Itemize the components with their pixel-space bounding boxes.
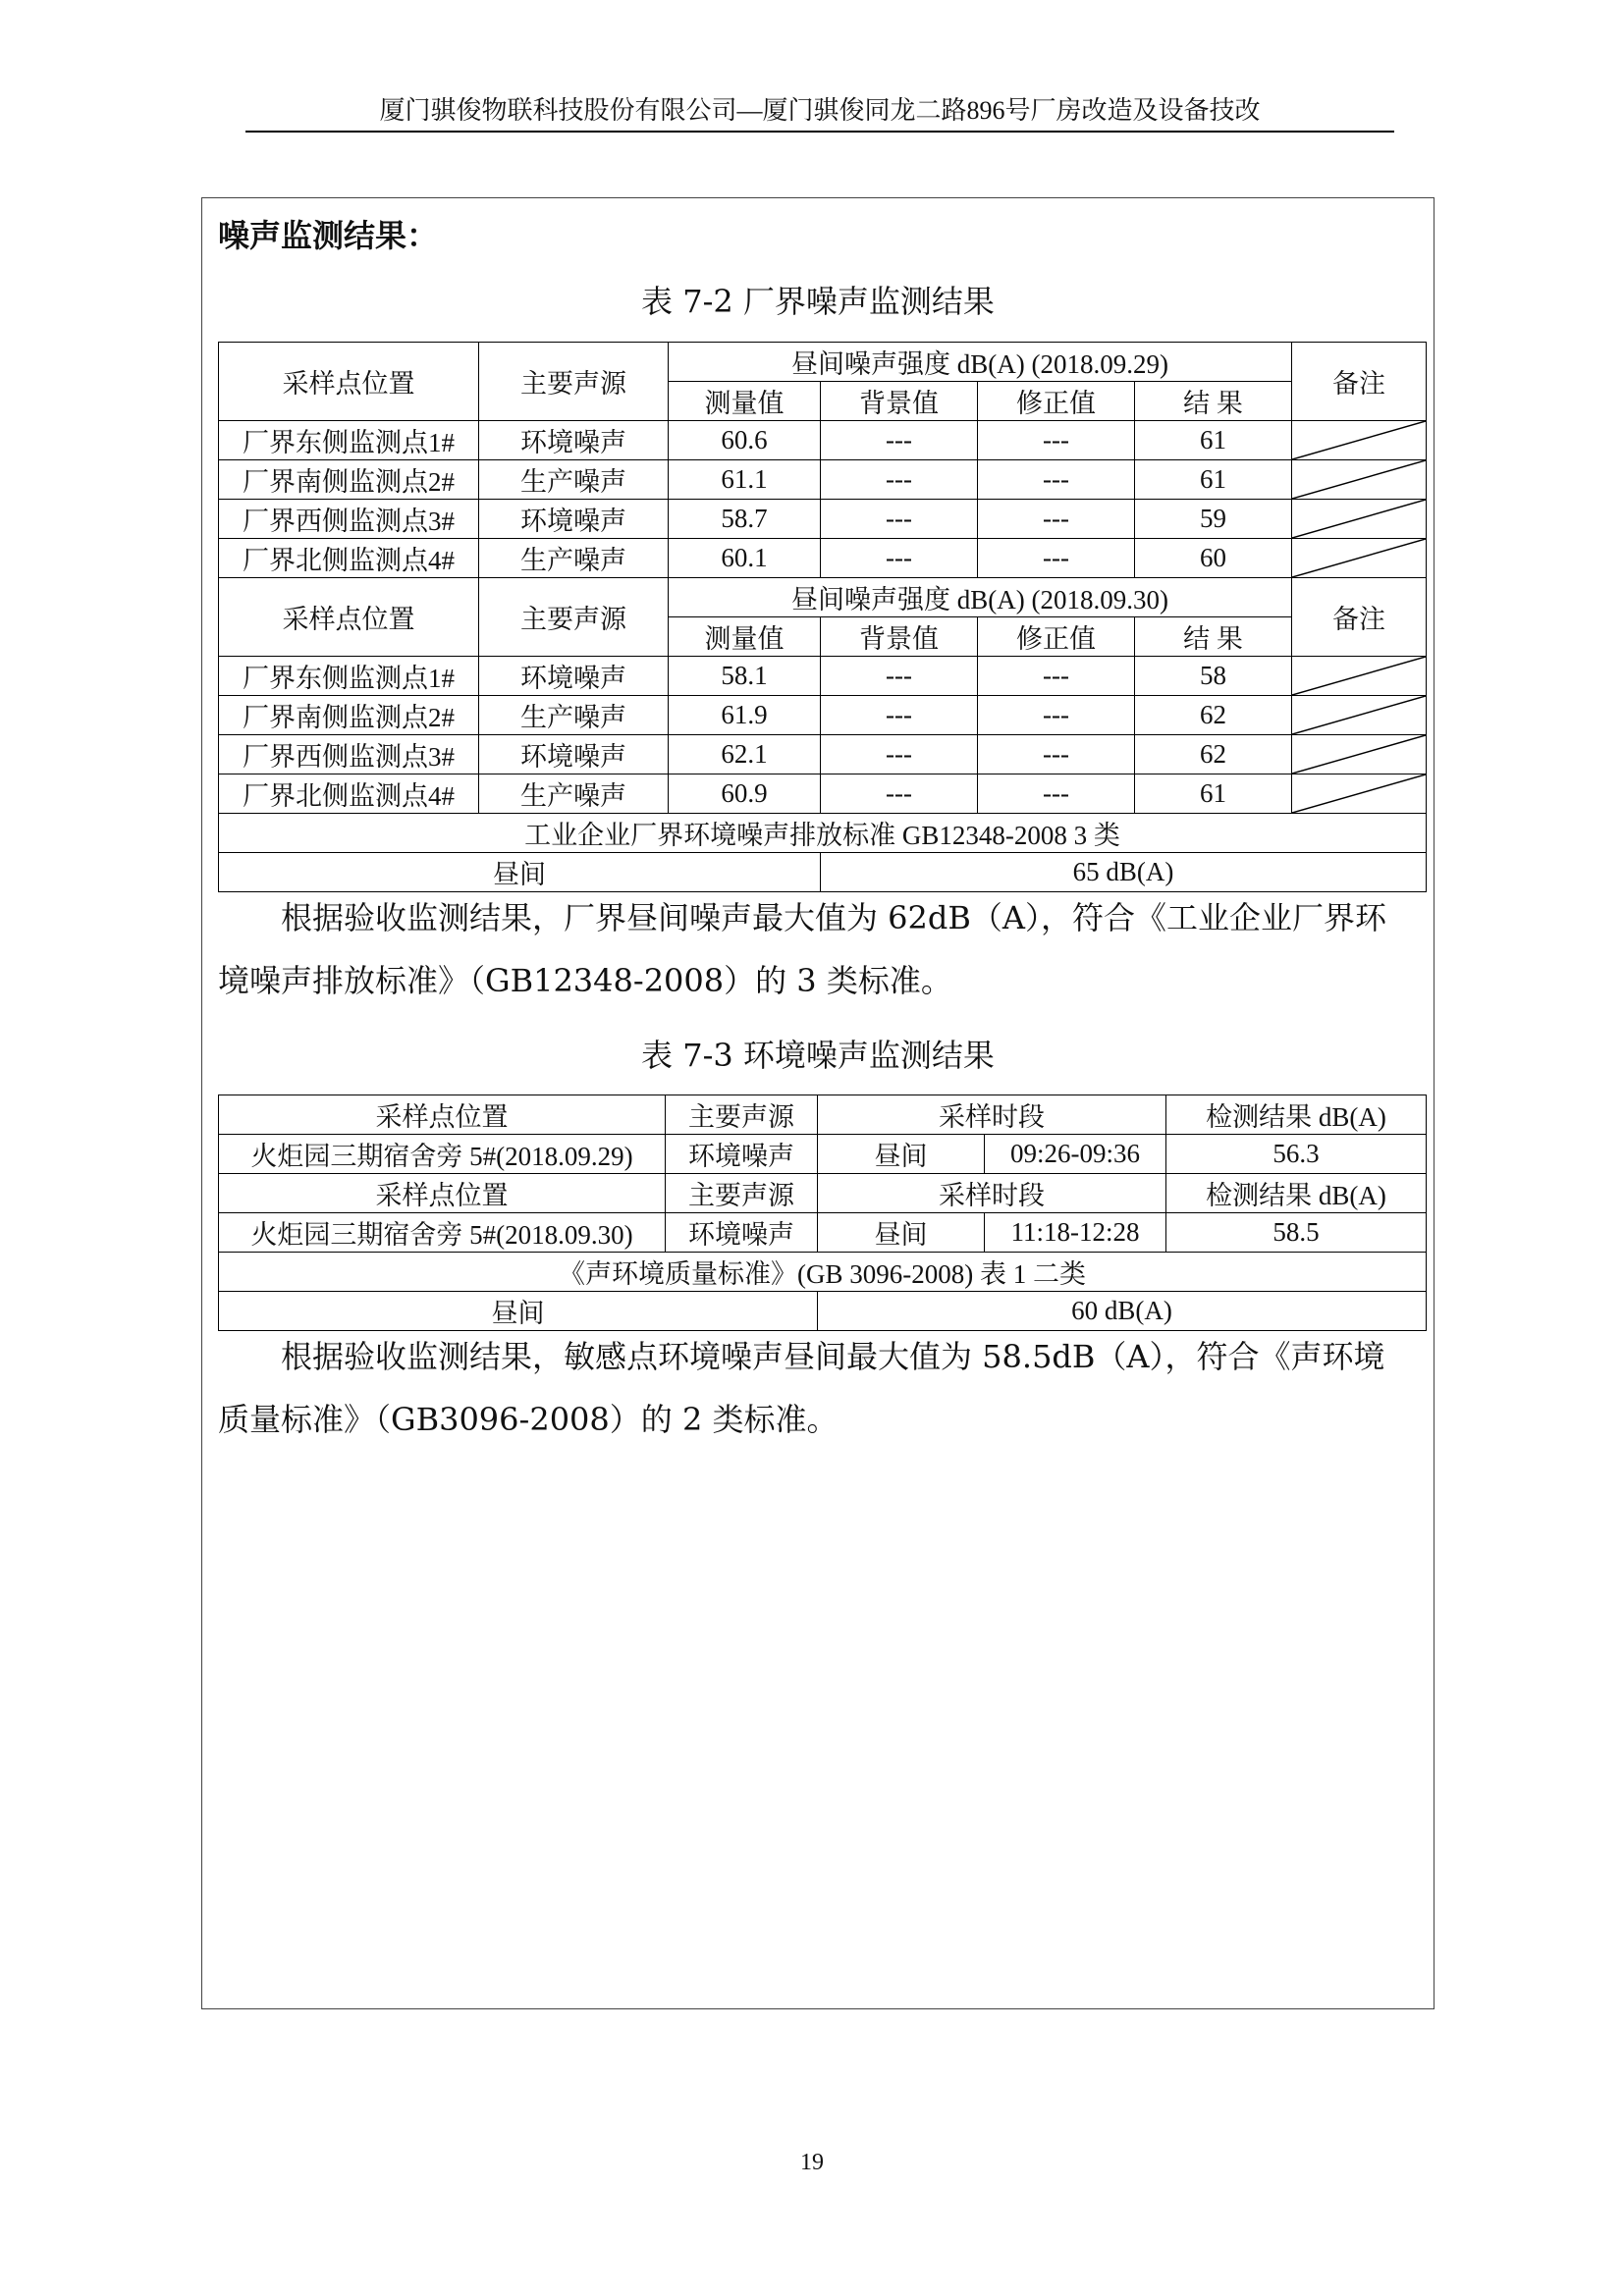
cell-source: 环境噪声: [479, 657, 669, 696]
standard-row: 工业企业厂界环境噪声排放标准 GB12348-2008 3 类: [219, 814, 1427, 853]
cell-source: 环境噪声: [479, 735, 669, 774]
header-period: 采样时段: [818, 1095, 1166, 1135]
cell-remark-empty: [1292, 421, 1427, 460]
table-row: [219, 421, 1427, 460]
cell-time: 11:18-12:28: [985, 1213, 1166, 1253]
cell-remark-empty: [1292, 735, 1427, 774]
cell-measured: 60.1: [669, 539, 821, 578]
cell-remark-empty: [1292, 696, 1427, 735]
paragraph-boundary-conclusion: [218, 886, 1421, 1012]
cell-source: 环境噪声: [666, 1213, 818, 1253]
header-location: 采样点位置: [219, 343, 479, 421]
paragraph-line: 根据验收监测结果，厂界昼间噪声最大值为 62dB（A），符合《工业企业厂界环: [281, 899, 1387, 936]
cell-background: ---: [821, 735, 978, 774]
page-number: 19: [800, 2150, 824, 2175]
limit-period: 昼间: [219, 853, 821, 892]
paragraph-line: 质量标准》（GB3096-2008）的 2 类标准。: [218, 1401, 839, 1438]
cell-background: ---: [821, 421, 978, 460]
header-measured: 测量值: [669, 382, 821, 421]
cell-result: 61: [1135, 421, 1292, 460]
header-background: 背景值: [821, 382, 978, 421]
limit-value: 65 dB(A): [821, 853, 1427, 892]
cell-corrected: ---: [978, 539, 1135, 578]
cell-result: 61: [1135, 774, 1292, 814]
boundary-noise-table: [218, 342, 1427, 892]
cell-result: 58: [1135, 657, 1292, 696]
cell-source: 环境噪声: [666, 1135, 818, 1174]
table1-caption: 表 7-2 厂界噪声监测结果: [641, 283, 995, 320]
cell-remark-empty: [1292, 657, 1427, 696]
table-row: [219, 735, 1427, 774]
header-remark: 备注: [1292, 343, 1427, 421]
header-result: 结 果: [1135, 617, 1292, 657]
cell-background: ---: [821, 774, 978, 814]
cell-measured: 58.7: [669, 500, 821, 539]
cell-corrected: ---: [978, 657, 1135, 696]
header-result: 结 果: [1135, 382, 1292, 421]
cell-measured: 61.1: [669, 460, 821, 500]
cell-result: 59: [1135, 500, 1292, 539]
cell-corrected: ---: [978, 500, 1135, 539]
cell-corrected: ---: [978, 421, 1135, 460]
table-row: [219, 774, 1427, 814]
cell-location: 火炬园三期宿舍旁 5#(2018.09.30): [219, 1213, 666, 1253]
cell-location: 厂界西侧监测点3#: [219, 735, 479, 774]
cell-period: 昼间: [818, 1135, 985, 1174]
cell-result: 61: [1135, 460, 1292, 500]
cell-source: 生产噪声: [479, 774, 669, 814]
cell-location: 厂界南侧监测点2#: [219, 696, 479, 735]
cell-measured: 60.6: [669, 421, 821, 460]
paragraph-sensitive-conclusion: [218, 1325, 1421, 1451]
cell-corrected: ---: [978, 735, 1135, 774]
table-row: [219, 1213, 1427, 1253]
cell-period: 昼间: [818, 1213, 985, 1253]
table2-caption: 表 7-3 环境噪声监测结果: [641, 1037, 995, 1074]
header-location: 采样点位置: [219, 578, 479, 657]
cell-time: 09:26-09:36: [985, 1135, 1166, 1174]
header-result: 检测结果 dB(A): [1166, 1174, 1427, 1213]
cell-source: 环境噪声: [479, 500, 669, 539]
cell-result: 60: [1135, 539, 1292, 578]
limit-period: 昼间: [219, 1292, 818, 1331]
header-location: 采样点位置: [219, 1095, 666, 1135]
table-row: [219, 657, 1427, 696]
header-location: 采样点位置: [219, 1174, 666, 1213]
cell-remark-empty: [1292, 460, 1427, 500]
cell-location: 火炬园三期宿舍旁 5#(2018.09.29): [219, 1135, 666, 1174]
cell-remark-empty: [1292, 539, 1427, 578]
cell-background: ---: [821, 460, 978, 500]
cell-result: 56.3: [1166, 1135, 1427, 1174]
cell-location: 厂界西侧监测点3#: [219, 500, 479, 539]
cell-corrected: ---: [978, 774, 1135, 814]
section-title: 噪声监测结果：: [218, 217, 439, 254]
header-source: 主要声源: [666, 1095, 818, 1135]
header-source: 主要声源: [479, 578, 669, 657]
header-background: 背景值: [821, 617, 978, 657]
cell-source: 生产噪声: [479, 460, 669, 500]
environment-noise-table: [218, 1095, 1427, 1331]
header-measured: 测量值: [669, 617, 821, 657]
cell-corrected: ---: [978, 696, 1135, 735]
table-row: [219, 539, 1427, 578]
cell-measured: 60.9: [669, 774, 821, 814]
limit-value: 60 dB(A): [818, 1292, 1427, 1331]
cell-background: ---: [821, 500, 978, 539]
header-source: 主要声源: [479, 343, 669, 421]
header-remark: 备注: [1292, 578, 1427, 657]
cell-corrected: ---: [978, 460, 1135, 500]
paragraph-line: 境噪声排放标准》（GB12348-2008）的 3 类标准。: [218, 962, 952, 999]
header-period: 采样时段: [818, 1174, 1166, 1213]
header-intensity: 昼间噪声强度 dB(A) (2018.09.30): [669, 578, 1292, 617]
table-row: [219, 1135, 1427, 1174]
cell-source: 环境噪声: [479, 421, 669, 460]
header-rule: [245, 131, 1394, 133]
table-row: [219, 500, 1427, 539]
cell-location: 厂界北侧监测点4#: [219, 539, 479, 578]
cell-location: 厂界南侧监测点2#: [219, 460, 479, 500]
cell-measured: 62.1: [669, 735, 821, 774]
cell-result: 58.5: [1166, 1213, 1427, 1253]
cell-background: ---: [821, 696, 978, 735]
header-result: 检测结果 dB(A): [1166, 1095, 1427, 1135]
cell-source: 生产噪声: [479, 539, 669, 578]
header-intensity: 昼间噪声强度 dB(A) (2018.09.29): [669, 343, 1292, 382]
cell-location: 厂界东侧监测点1#: [219, 421, 479, 460]
table-row: [219, 460, 1427, 500]
page-header: 厦门骐俊物联科技股份有限公司—厦门骐俊同龙二路896号厂房改造及设备技改: [379, 96, 1261, 125]
cell-background: ---: [821, 539, 978, 578]
cell-remark-empty: [1292, 500, 1427, 539]
table-row: [219, 696, 1427, 735]
cell-measured: 58.1: [669, 657, 821, 696]
cell-background: ---: [821, 657, 978, 696]
cell-result: 62: [1135, 696, 1292, 735]
cell-location: 厂界东侧监测点1#: [219, 657, 479, 696]
header-corrected: 修正值: [978, 382, 1135, 421]
cell-source: 生产噪声: [479, 696, 669, 735]
cell-result: 62: [1135, 735, 1292, 774]
header-corrected: 修正值: [978, 617, 1135, 657]
cell-location: 厂界北侧监测点4#: [219, 774, 479, 814]
cell-remark-empty: [1292, 774, 1427, 814]
header-source: 主要声源: [666, 1174, 818, 1213]
standard-row: 《声环境质量标准》(GB 3096-2008) 表 1 二类: [219, 1253, 1427, 1292]
cell-measured: 61.9: [669, 696, 821, 735]
paragraph-line: 根据验收监测结果，敏感点环境噪声昼间最大值为 58.5dB（A），符合《声环境: [281, 1338, 1385, 1375]
